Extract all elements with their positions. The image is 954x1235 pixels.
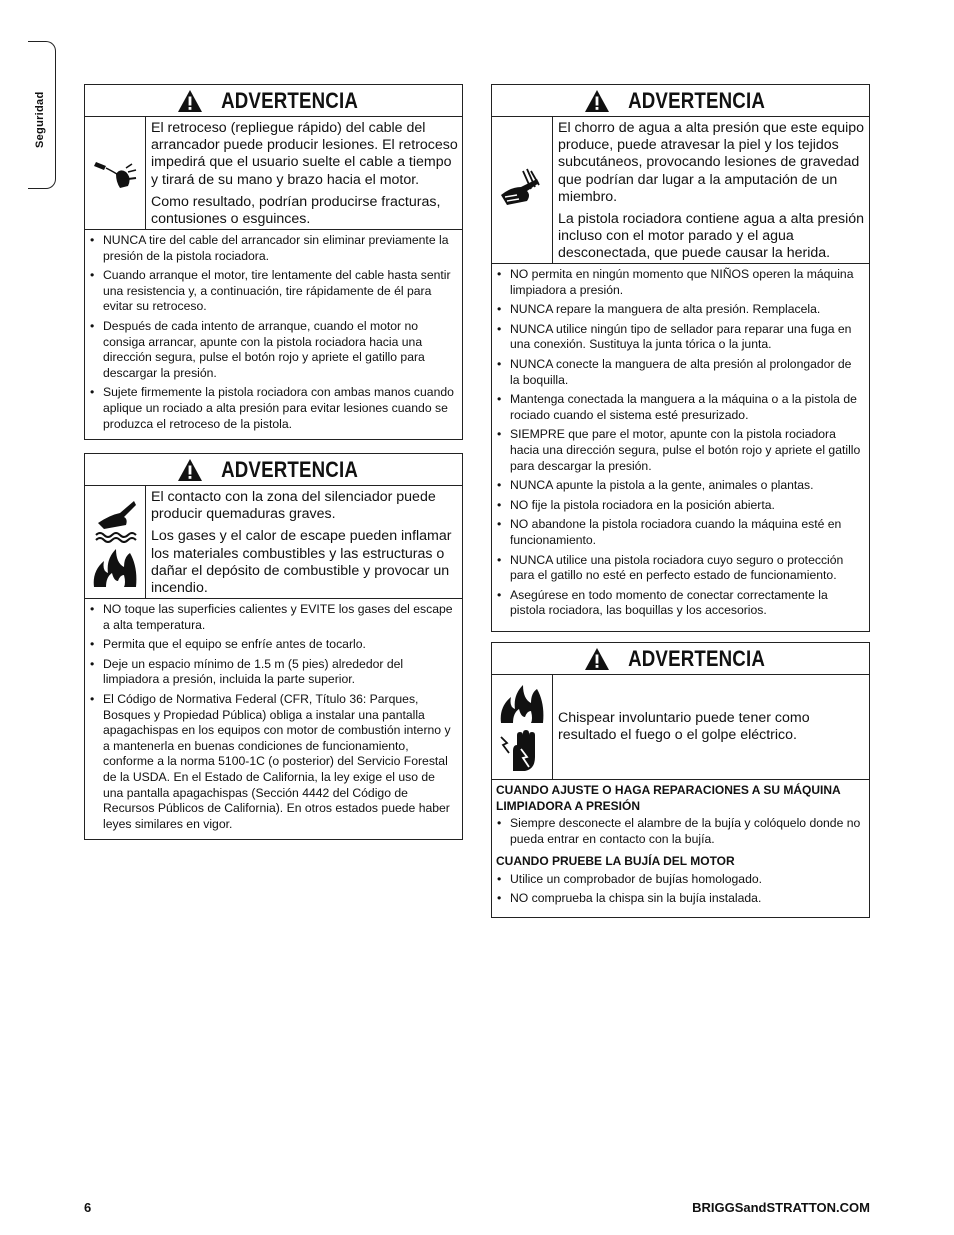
list-item: • NUNCA repare la manguera de alta presión. Remplacela. [496, 302, 863, 318]
list-item: • Sujete firmemente la pistola rociadora con ambas manos cuando aplique un rociado a alta presión para evitar lesiones cuando se produzca el retroceso de la pistola. [89, 385, 456, 432]
warning-message: Los gases y el calor de escape pueden inflamar los materiales combustibles y las estructuras o dañar el depósito de combustible y provocar un incendio. [151, 528, 452, 597]
list-item: • Mantenga conectada la manguera a la máquina o a la pistola de rociado cuando el sistema esté presurizado. [496, 392, 863, 423]
warning-message: La pistola rociadora contiene agua a alta presión incluso con el motor parado y el agua desconectada, que puede causar la herida. [558, 211, 865, 262]
warning-message: Como resultado, podrían producirse fracturas, contusiones o esguinces. [151, 193, 441, 228]
page-number: 6 [84, 1200, 92, 1215]
recoil-hazard-icon [85, 117, 146, 229]
list-item: • Utilice un comprobador de bujías homologado. [496, 872, 863, 888]
list-item: • NUNCA tire del cable del arrancador sin eliminar previamente la presión de la pistola rociadora. [89, 233, 456, 264]
warning-header [85, 454, 462, 486]
warning-triangle-icon [177, 89, 203, 113]
warning-box-high-pressure [491, 84, 870, 632]
electric-shock-icon [497, 727, 547, 773]
warning-message: El contacto con la zona del silenciador puede producir quemaduras graves. [151, 489, 436, 523]
warning-message: El retroceso (repliegue rápido) del cable del arrancador puede producir lesiones. El retroceso impedirá que el usuario suelte el cable a tiempo y tirará de su mano y brazo hacia el motor. [151, 120, 458, 188]
warning-header [492, 643, 869, 675]
warning-message: Chispear involuntario puede tener como resultado el fuego o el golpe eléctrico. [558, 709, 810, 743]
section-heading: CUANDO PRUEBE LA BUJÍA DEL MOTOR [496, 854, 735, 869]
list-item: • Deje un espacio mínimo de 1.5 m (5 pies) alrededor del limpiadora a presión, incluida la parte superior. [89, 657, 456, 688]
list-item: • SIEMPRE que pare el motor, apunte con la pistola rociadora hacia una dirección segura, pulse el botón rojo y apriete el gatillo para descargar la presión. [496, 427, 863, 474]
list-item: • NO permita en ningún momento que NIÑOS operen la máquina limpiadora a presión. [496, 267, 863, 298]
fire-shock-hazard-icons [492, 675, 553, 779]
fire-icon [497, 681, 547, 725]
warning-title: ADVERTENCIA [221, 456, 358, 482]
injection-hazard-icon [492, 117, 553, 263]
cable-recoil-icon [90, 148, 140, 198]
warning-title: ADVERTENCIA [628, 645, 765, 671]
list-item: • NO fije la pistola rociadora en la posición abierta. [496, 498, 863, 514]
warning-triangle-icon [177, 458, 203, 482]
warning-box-recoil [84, 84, 463, 440]
section-tab-label: Seguridad [34, 91, 46, 148]
list-item: • Cuando arranque el motor, tire lentamente del cable hasta sentir una resistencia y, a continuación, tire rápidamente de él para evitar su retroceso. [89, 268, 456, 315]
warning-title: ADVERTENCIA [221, 87, 358, 113]
list-item: • NUNCA apunte la pistola a la gente, animales o plantas. [496, 478, 863, 494]
list-item: • NUNCA utilice una pistola rociadora cuyo seguro o protección para el gatillo no esté en perfecto estado de funcionamiento. [496, 553, 863, 584]
list-item: • El Código de Normativa Federal (CFR, Título 36: Parques, Bosques y Propiedad Pública) obliga a instalar una pantalla apagachispas en los equipos con motor de combustión interno y a mantenerla en buenas condiciones de funcionamiento, conforme a la norma 5100-1C (o posterior) del Servicio Forestal de la USDA. En el Estado de California, la ley exige el uso de una pantalla apagachispas (Sección 4442 del Código de Recursos Públicos de California). En otros estados puede haber leyes similares en vigor. [89, 692, 456, 832]
fire-icon [90, 545, 140, 589]
list-item: • Después de cada intento de arranque, cuando el motor no consiga arrancar, apunte con la pistola rociadora hacia una dirección segura, pulse el botón rojo y apriete el gatillo para descargar la presión. [89, 319, 456, 381]
warning-box-sparking [491, 642, 870, 918]
list-item: • NO toque las superficies calientes y EVITE los gases del escape a alta temperatura. [89, 602, 456, 633]
list-item: • NUNCA conecte la manguera de alta presión al prolongador de la boquilla. [496, 357, 863, 388]
list-item: • NO abandone la pistola rociadora cuando la máquina esté en funcionamiento. [496, 517, 863, 548]
warning-triangle-icon [584, 89, 610, 113]
warning-title: ADVERTENCIA [628, 87, 765, 113]
warning-message: El chorro de agua a alta presión que este equipo produce, puede atravesar la piel y los tejidos subcutáneos, provocando lesiones de gravedad que podrían dar lugar a la amputación de un miembro. [558, 120, 865, 205]
list-item: • Asegúrese en todo momento de conectar correctamente la pistola rociadora, las boquillas y los accesorios. [496, 588, 863, 619]
list-item: • Permita que el equipo se enfríe antes de tocarlo. [89, 637, 456, 653]
website-url: BRIGGSandSTRATTON.COM [692, 1200, 870, 1215]
warning-triangle-icon [584, 647, 610, 671]
warning-box-muffler [84, 453, 463, 840]
section-heading: CUANDO AJUSTE O HAGA REPARACIONES A SU MÁQUINA LIMPIADORA A PRESIÓN [496, 783, 841, 813]
water-jet-injection-icon [497, 165, 547, 215]
burn-fire-hazard-icons [85, 486, 146, 598]
list-item: • NUNCA utilice ningún tipo de sellador para reparar una fuga en una conexión. Sustituya la junta tórica o la junta. [496, 322, 863, 353]
warning-header [85, 85, 462, 117]
hot-surface-icon [90, 495, 140, 543]
list-item: • NO comprueba la chispa sin la bujía instalada. [496, 891, 863, 907]
list-item: • Siempre desconecte el alambre de la bujía y colóquelo donde no pueda entrar en contacto con la bujía. [496, 816, 863, 847]
warning-header [492, 85, 869, 117]
